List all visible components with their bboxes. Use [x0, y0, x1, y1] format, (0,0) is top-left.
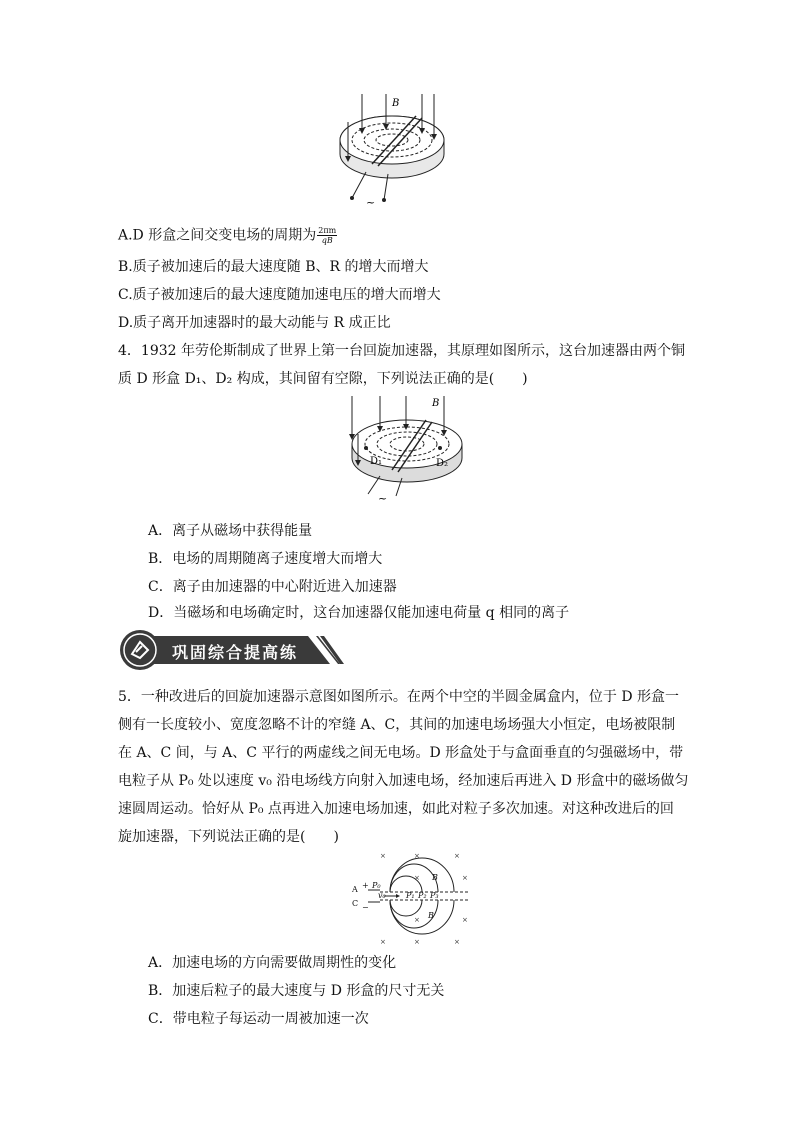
svg-text:×: × [414, 916, 420, 924]
q5-stem-line-1: 5．一种改进后的回旋加速器示意图如图所示。在两个中空的半圆金属盒内，位于 D 形盒一 [118, 689, 680, 705]
q4-option-a: A．离子从磁场中获得能量 [148, 523, 313, 539]
q3-option-d: D.质子离开加速器时的最大动能与 R 成正比 [118, 315, 391, 331]
fig3-label-plus: + [362, 881, 369, 890]
q3-option-c: C.质子被加速后的最大速度随加速电压的增大而增大 [118, 287, 441, 303]
q4-option-b: B．电场的周期随离子速度增大而增大 [148, 551, 383, 567]
fig2-label-d2: D₂ [436, 458, 449, 469]
svg-text:×: × [462, 916, 468, 924]
q3-option-a-text: A.D 形盒之间交变电场的周期为 [118, 227, 317, 244]
fig3-label-c: C [352, 899, 359, 908]
svg-text:×: × [414, 852, 420, 860]
svg-text:×: × [462, 874, 468, 882]
cyclotron-figure-1 [330, 92, 470, 212]
q4-stem-line-1: 4．1932 年劳伦斯制成了世界上第一台回旋加速器，其原理如图所示，这台加速器由两个铜 [118, 343, 685, 359]
fraction-numerator: 2πm [318, 226, 337, 235]
fig2-label-d1: D₁ [370, 456, 383, 467]
svg-text:×: × [380, 852, 386, 860]
q5-stem-line-3: 在 A、C 间，与 A、C 平行的两虚线之间无电场。D 形盒处于与盒面垂直的匀强磁场中，带 [118, 745, 684, 761]
q5-option-a: A．加速电场的方向需要做周期性的变化 [148, 955, 397, 971]
svg-text:×: × [414, 938, 420, 946]
q4-option-c: C．离子由加速器的中心附近进入加速器 [148, 579, 397, 595]
fig3-label-minus: − [362, 903, 369, 912]
q3-option-a [118, 226, 337, 245]
q3-option-b: B.质子被加速后的最大速度随 B、R 的增大而增大 [118, 259, 429, 275]
fraction-denominator: qB [321, 236, 333, 245]
improved-cyclotron-figure [350, 850, 474, 946]
fig3-label-a: A [352, 885, 358, 894]
fig3-label-b-bottom: B [428, 911, 434, 920]
q5-stem-line-5: 速圆周运动。恰好从 P₀ 点再进入加速电场加速，如此对粒子多次加速。对这种改进后的回 [118, 801, 674, 817]
svg-text:×: × [454, 852, 460, 860]
q5-stem-line-4: 电粒子从 P₀ 处以速度 v₀ 沿电场线方向射入加速电场，经加速后再进入 D 形盒中的磁场做匀 [118, 773, 689, 789]
q5-stem-line-2: 侧有一长度较小、宽度忽略不计的窄缝 A、C，其间的加速电场场强大小恒定，电场被限制 [118, 717, 676, 733]
fig3-label-p1: P₁ [406, 891, 415, 900]
q5-stem-line-6: 旋加速器，下列说法正确的是( ) [118, 829, 339, 845]
fig3-label-p2: P₂ [418, 891, 427, 900]
fig2-label-b: B [432, 398, 440, 409]
q5-option-c: C．带电粒子每运动一周被加速一次 [148, 1011, 369, 1027]
svg-text:×: × [380, 938, 386, 946]
section-banner-title: 巩固综合提高练 [172, 643, 299, 662]
fig3-label-p3: P₃ [430, 891, 439, 900]
fig3-label-b-top: B [432, 873, 438, 882]
q4-option-d: D．当磁场和电场确定时，这台加速器仅能加速电荷量 q 相同的离子 [148, 605, 570, 621]
fig1-label-tilde: ~ [366, 196, 376, 209]
fig1-label-b: B [392, 98, 400, 109]
fig2-label-tilde: ~ [378, 492, 388, 505]
fig3-label-p0: P₀ [372, 881, 381, 890]
svg-text:×: × [454, 938, 460, 946]
cyclotron-figure-2 [344, 394, 474, 506]
q5-option-b: B．加速后粒子的最大速度与 D 形盒的尺寸无关 [148, 983, 445, 999]
period-fraction [317, 226, 337, 245]
q4-stem-line-2: 质 D 形盒 D₁、D₂ 构成，其间留有空隙，下列说法正确的是( ) [118, 371, 528, 387]
svg-text:×: × [414, 874, 420, 882]
fig3-label-v0: v₀ [378, 891, 386, 900]
